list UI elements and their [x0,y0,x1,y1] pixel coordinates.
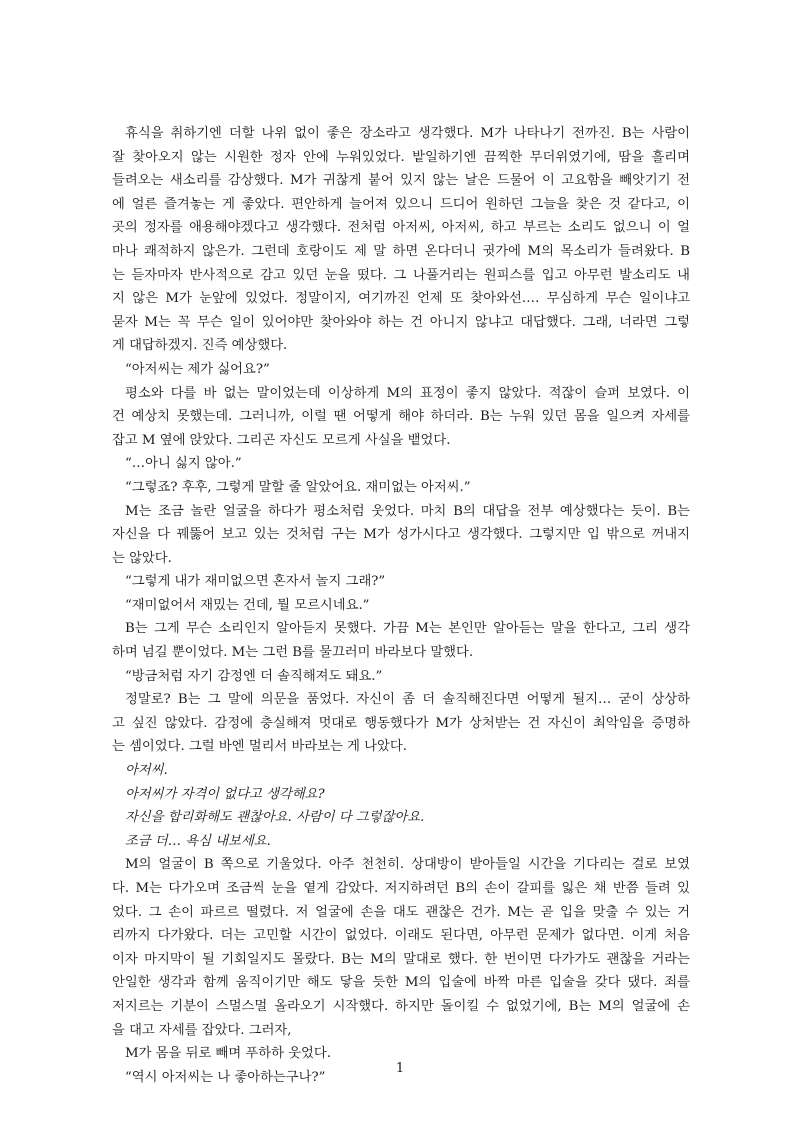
text-line: 평소와 다를 바 없는 말이었는데 이상하게 M의 표정이 좋지 않았다. 적잖이 슬퍼 보였다. 이 [125,385,690,401]
text-line: 었다. 그 손이 파르르 떨렸다. 저 얼굴에 손을 대도 괜찮은 건가. M는 곧 입을 맞출 수 있는 거 [112,904,690,920]
text-line: 리까지 다가왔다. 더는 고민할 시간이 없었다. 이래도 된다면, 아무런 문제가 없다면. 이게 처음 [112,928,690,944]
text-line: 안일한 생각과 함께 움직이기만 해도 닿을 듯한 M의 입술에 바짝 마른 입술을 갖다 댔다. 죄를 [112,975,690,991]
dialogue-line: “그렇게 내가 재미없으면 혼자서 놀지 그래?” [125,574,386,590]
text-line: 들려오는 새소리를 감상했다. M가 귀찮게 붙어 있지 않는 날은 드물어 이 고요함을 빼앗기기 전 [112,173,690,189]
italic-thought-line: 조금 더… 욕심 내보세요. [125,833,271,849]
dialogue-line: “…아니 싫지 않아.” [125,456,242,472]
text-line: M가 몸을 뒤로 빼며 푸하하 웃었다. [125,1046,331,1062]
text-line: 에 얼른 즐겨놓는 게 좋았다. 편안하게 늘어져 있으니 드디어 원하던 그늘을 찾은 것 같다고, 이 [112,196,690,212]
text-line: M는 조금 놀란 얼굴을 하다가 평소처럼 웃었다. 마치 B의 대답을 전부 예상했다는 듯이. B는 [125,503,690,519]
text-line: 마나 쾌적하지 않은가. 그런데 호랑이도 제 말 하면 온다더니 귓가에 M의 목소리가 들려왔다. B [112,243,690,259]
text-line: 자신을 다 꿰뚫어 보고 있는 것처럼 구는 M가 성가시다고 생각했다. 그렇지만 입 밖으로 꺼내지 [112,527,690,543]
text-line: 고 싶진 않았다. 감정에 충실해져 멋대로 행동했다가 M가 상처받는 건 자신이 최악임을 증명하 [112,715,690,731]
text-line: 잡고 M 옆에 앉았다. 그리곤 자신도 모르게 사실을 뱉었다. [112,432,451,448]
dialogue-line: “아저씨는 제가 싫어요?” [125,361,270,377]
text-line: 묻자 M는 꼭 무슨 일이 있어야만 찾아와야 하는 건 아니지 않냐고 대답했다. 그래, 너라면 그렇 [112,314,690,330]
text-line: 다. M는 다가오며 조금씩 눈을 옅게 감았다. 저지하려던 B의 손이 갈피를 잃은 채 반쯤 들려 있 [112,881,690,896]
text-line: 는 셈이었다. 그럴 바엔 멀리서 바라보는 게 나았다. [112,739,407,755]
dialogue-line: “재미없어서 재밌는 건데, 뭘 모르시네요.” [125,597,370,613]
text-line: 잘 찾아오지 않는 시원한 정자 안에 누워있었다. 밭일하기엔 끔찍한 무더위였기에, 땀을 흘리며 [112,149,690,165]
body-text [112,122,690,1089]
text-line: M의 얼굴이 B 쪽으로 기울었다. 아주 천천히. 상대방이 받아들일 시간을 기다리는 걸로 보였 [125,857,690,873]
dialogue-line: “방금처럼 자기 감정엔 더 솔직해져도 돼요.” [125,668,383,684]
text-line: B는 그게 무슨 소리인지 알아듣지 못했다. 가끔 M는 본인만 알아듣는 말을 한다고, 그리 생각 [125,621,690,637]
text-line: 지 않은 M가 눈앞에 있었다. 정말이지, 여기까진 언제 또 찾아와선…. 무심하게 무슨 일이냐고 [112,291,690,307]
text-line: 정말로? B는 그 말에 의문을 품었다. 자신이 좀 더 솔직해진다면 어떻게 될지… 굳이 상상하 [125,692,690,708]
text-line: 건 예상치 못했는데. 그러니까, 이럴 땐 어떻게 해야 하더라. B는 누워 있던 몸을 일으켜 자세를 [112,409,690,425]
text-line: 는 듣자마자 반사적으로 감고 있던 눈을 떴다. 그 나풀거리는 원피스를 입고 아무런 발소리도 내 [112,267,690,283]
text-line: 게 대답하겠지. 진즉 예상했다. [112,338,288,354]
page-number: 1 [395,1061,405,1076]
text-line: 하며 넘길 뿐이었다. M는 그런 B를 물끄러미 바라보다 말했다. [112,645,474,661]
text-line: 곳의 정자를 애용해야겠다고 생각했다. 전처럼 아저씨, 아저씨, 하고 부르는 소리도 없으니 이 얼 [112,220,690,236]
text-line: 는 않았다. [112,550,172,566]
italic-thought-line: 자신을 합리화해도 괜찮아요. 사람이 다 그렇잖아요. [125,810,425,826]
text-line: 휴식을 취하기엔 더할 나위 없이 좋은 장소라고 생각했다. M가 나타나기 전까진. B는 사람이 [125,126,690,141]
text-line: 이자 마지막이 될 기회일지도 몰랐다. B는 M의 말대로 했다. 한 번이면 다가가도 괜찮을 거라는 [112,951,690,967]
text-line: 저지르는 기분이 스멀스멀 올라오기 시작했다. 하지만 돌이킬 수 없었기에, B는 M의 얼굴에 손 [112,998,690,1014]
dialogue-line: “역시 아저씨는 나 좋아하는구나?” [125,1069,326,1085]
italic-thought-line: 아저씨. [125,763,168,779]
dialogue-line: “그렇죠? 후후, 그렇게 말할 줄 알았어요. 재미없는 아저씨.” [125,479,471,495]
italic-thought-line: 아저씨가 자격이 없다고 생각해요? [125,786,325,802]
text-line: 을 대고 자세를 잡았다. 그러자, [112,1022,292,1038]
